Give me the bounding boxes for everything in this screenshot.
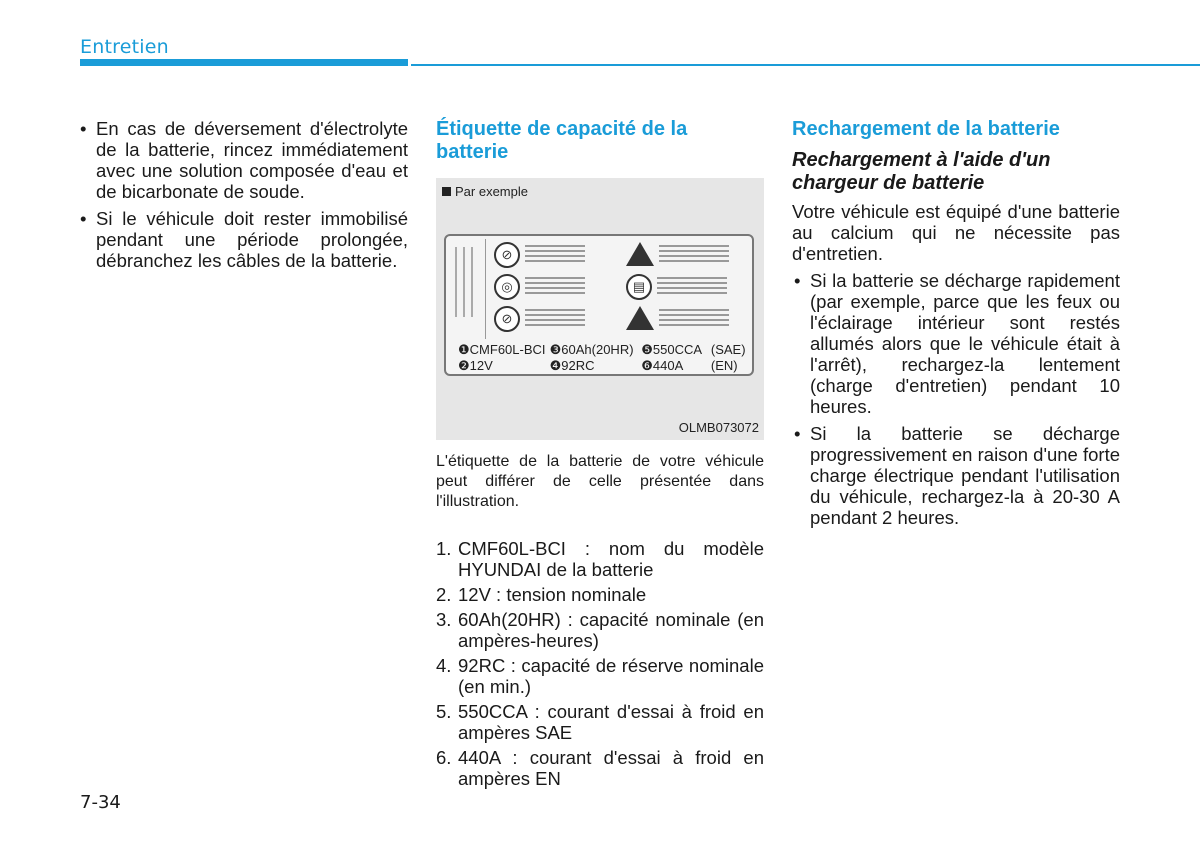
list-item: 6. 440A : courant d'essai à froid en ampères EN (436, 747, 764, 789)
header-rule-thick (80, 59, 408, 66)
list-item: • Si le véhicule doit rester immobilisé pendant une période prolongée, débranchez les câbles de la batterie. (78, 208, 408, 271)
intro-paragraph: Votre véhicule est équipé d'une batterie au calcium qui ne nécessite pas d'entretien. (792, 201, 1120, 264)
eye-protection-warning (494, 274, 585, 300)
battery-label-figure (436, 178, 764, 440)
no-flame-warning (494, 242, 585, 268)
label-vertical-warnings (449, 239, 486, 339)
subheading-charger: Rechargement à l'aide d'un chargeur de batterie (792, 149, 1051, 194)
figure-caption-top: Par exemple (442, 184, 528, 199)
eye-protection-icon: ◎ (494, 274, 520, 300)
figure-caption: L'étiquette de la batterie de votre véhicule peut différer de celle présentée dans l'illustration. (436, 453, 764, 510)
acid-warning-icon (626, 242, 654, 266)
read-manual-warning (626, 274, 727, 300)
list-item: 4. 92RC : capacité de réserve nominale (en min.) (436, 655, 764, 697)
bullet-list-right (792, 270, 1120, 528)
list-item: 2. 12V : tension nominale (436, 584, 647, 605)
heading-recharging: Rechargement de la batterie (792, 118, 1060, 140)
section-title: Entretien (80, 36, 169, 58)
list-item: 5. 550CCA : courant d'essai à froid en ampères SAE (436, 701, 764, 743)
battery-label-image (444, 234, 754, 376)
header-rule-thin (411, 64, 1200, 66)
book-icon: ▤ (626, 274, 652, 300)
list-item: • Si la batterie se décharge rapidement (par exemple, parce que les feux ou l'éclairage intérieur sont restés allumés alors que le véhicule était à l'arrêt), rechargez-la lentement (charge d'entretien) pendant 10 heures. (792, 270, 1120, 417)
column-middle (436, 118, 764, 793)
bullet-list-left (78, 118, 408, 271)
no-flame-icon: ⊘ (494, 242, 520, 268)
figure-code: OLMB073072 (678, 420, 759, 435)
list-item: 3. 60Ah(20HR) : capacité nominale (en ampères-heures) (436, 609, 764, 651)
keep-away-children-warning (494, 306, 585, 332)
column-right (792, 118, 1120, 534)
list-item: • En cas de déversement d'électrolyte de la batterie, rincez immédiatement avec une solution composée d'eau et de bicarbonate de soude. (78, 118, 408, 202)
label-spec-list (436, 538, 764, 789)
explosive-warning (626, 306, 729, 330)
square-bullet-icon (442, 187, 451, 196)
explosive-warning-icon (626, 306, 654, 330)
list-item: 1. CMF60L-BCI : nom du modèle HYUNDAI de la batterie (436, 538, 764, 580)
spec-line-2: ❷12V ❹92RC ❻440A (EN) (458, 358, 738, 373)
spec-line-1: ❶CMF60L-BCI ❸60Ah(20HR) ❺550CCA (SAE) (458, 342, 746, 357)
acid-warning (626, 242, 729, 266)
column-left (78, 118, 408, 277)
list-item: • Si la batterie se décharge progressivement en raison d'une forte charge électrique pendant l'utilisation du véhicule, rechargez-la à 20-30 A pendant 2 heures. (792, 423, 1120, 528)
children-icon: ⊘ (494, 306, 520, 332)
page-number: 7-34 (80, 792, 121, 813)
heading-label-capacity: Étiquette de capacité de la batterie (436, 118, 688, 163)
